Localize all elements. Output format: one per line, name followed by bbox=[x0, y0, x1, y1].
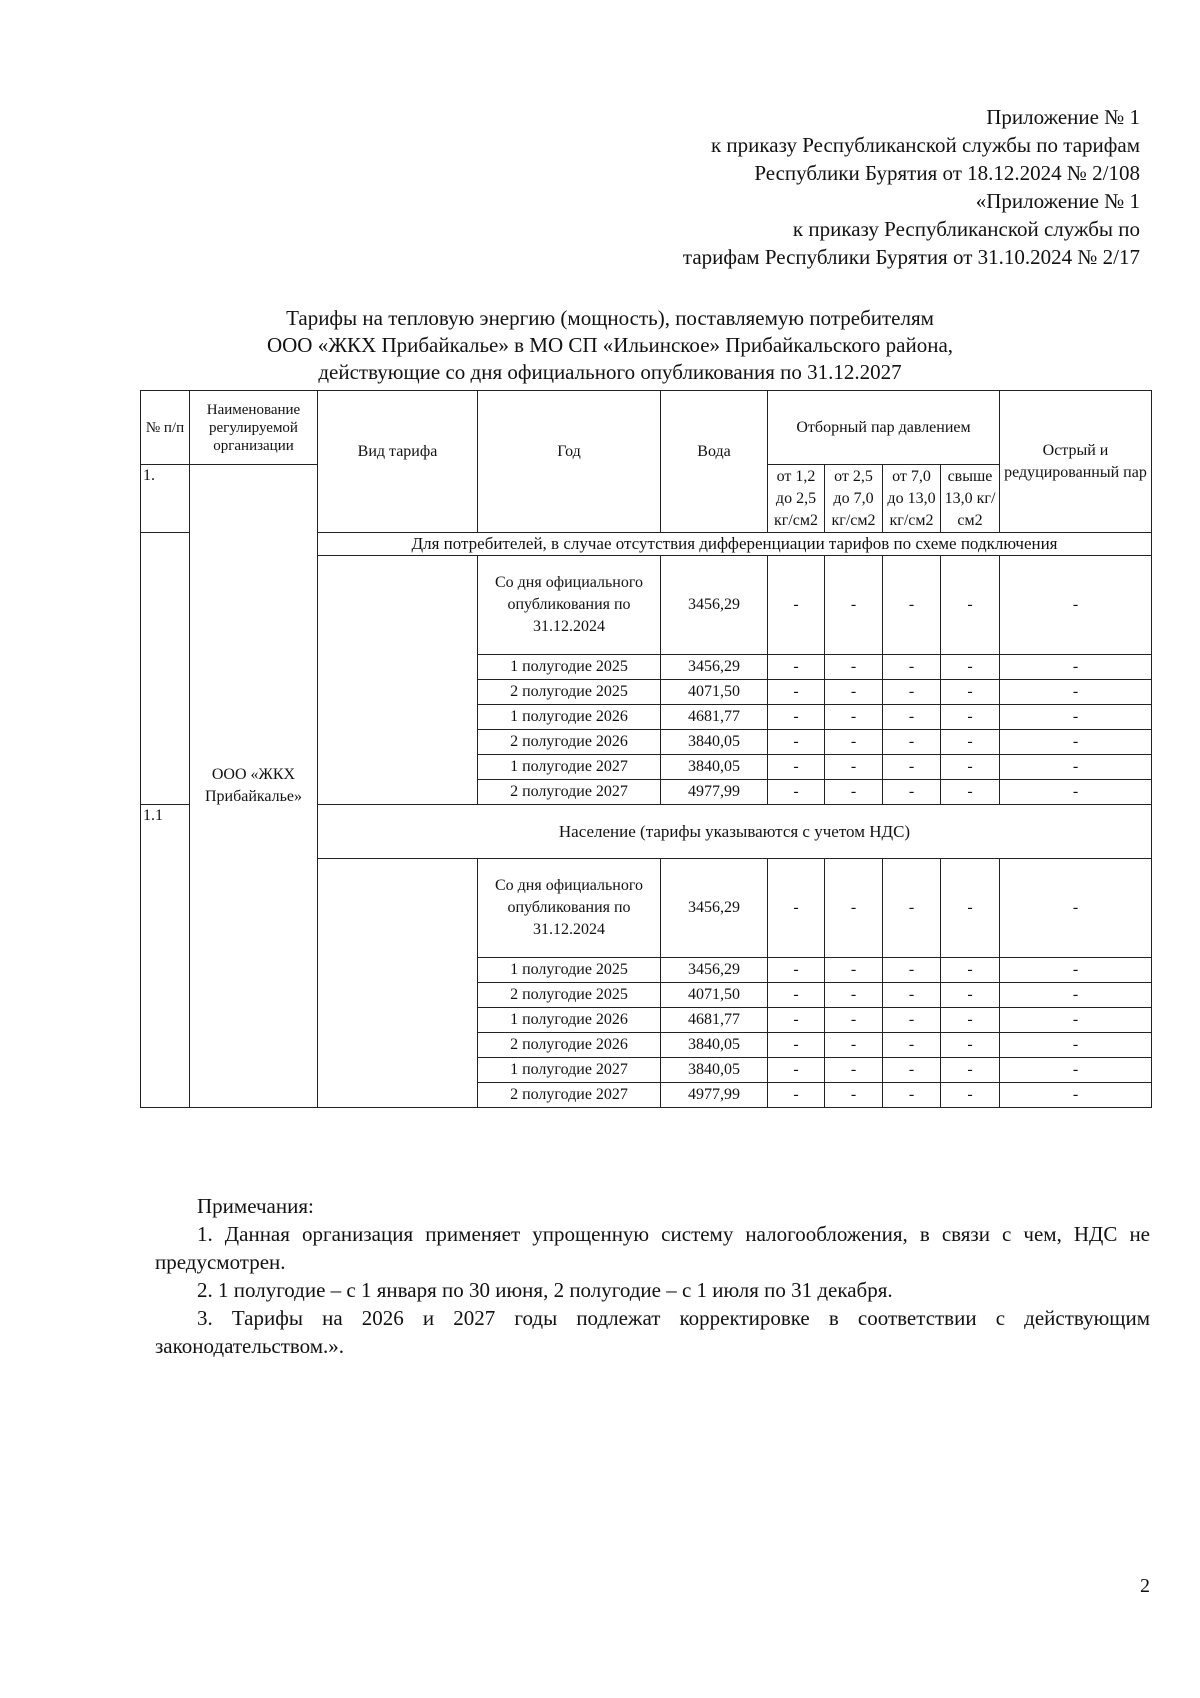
dash-cell: - bbox=[768, 1058, 825, 1083]
header-line: «Приложение № 1 bbox=[975, 189, 1140, 213]
title-line: ООО «ЖКХ Прибайкалье» в МО СП «Ильинское» Прибайкальского района, bbox=[266, 333, 954, 357]
water-value: 3456,29 bbox=[661, 556, 768, 655]
water-value: 3840,05 bbox=[661, 1058, 768, 1083]
dash-cell: - bbox=[883, 958, 941, 983]
dash-cell: - bbox=[1000, 1058, 1152, 1083]
header-pressure-1: от 1,2 до 2,5 кг/см2 bbox=[768, 465, 825, 533]
water-value: 4071,50 bbox=[661, 983, 768, 1008]
dash-cell: - bbox=[941, 983, 1000, 1008]
tariff-type-cell bbox=[318, 556, 478, 805]
dash-cell: - bbox=[768, 556, 825, 655]
dash-cell: - bbox=[883, 655, 941, 680]
dash-cell: - bbox=[825, 730, 883, 755]
dash-cell: - bbox=[825, 983, 883, 1008]
period-cell: 2 полугодие 2026 bbox=[478, 1033, 661, 1058]
note-item: 1. Данная организация применяет упрощенную систему налогообложения, в связи с чем, НДС не предусмотрен. bbox=[155, 1222, 1150, 1274]
dash-cell: - bbox=[941, 655, 1000, 680]
dash-cell: - bbox=[941, 730, 1000, 755]
title-line: Тарифы на тепловую энергию (мощность), поставляемую потребителям bbox=[286, 306, 934, 330]
dash-cell: - bbox=[825, 1033, 883, 1058]
dash-cell: - bbox=[768, 983, 825, 1008]
dash-cell: - bbox=[941, 958, 1000, 983]
dash-cell: - bbox=[883, 1083, 941, 1108]
dash-cell: - bbox=[1000, 655, 1152, 680]
dash-cell: - bbox=[1000, 1083, 1152, 1108]
dash-cell: - bbox=[825, 1083, 883, 1108]
dash-cell: - bbox=[1000, 1033, 1152, 1058]
dash-cell: - bbox=[1000, 1008, 1152, 1033]
dash-cell: - bbox=[768, 958, 825, 983]
dash-cell: - bbox=[941, 1008, 1000, 1033]
dash-cell: - bbox=[1000, 556, 1152, 655]
water-value: 4681,77 bbox=[661, 705, 768, 730]
header-pressure-2: от 2,5 до 7,0 кг/см2 bbox=[825, 465, 883, 533]
water-value: 3456,29 bbox=[661, 859, 768, 958]
dash-cell: - bbox=[883, 680, 941, 705]
dash-cell: - bbox=[768, 1008, 825, 1033]
dash-cell: - bbox=[825, 556, 883, 655]
header-line: к приказу Республиканской службы по bbox=[792, 217, 1140, 241]
period-cell: Со дня официального опубликования по 31.12.2024 bbox=[478, 859, 661, 958]
dash-cell: - bbox=[1000, 755, 1152, 780]
row-number: 1.1 bbox=[141, 805, 190, 1108]
header-line: тарифам Республики Бурятия от 31.10.2024 № 2/17 bbox=[682, 245, 1140, 269]
header-sharp-steam: Острый и редуцированный пар bbox=[1000, 391, 1152, 533]
period-cell: 1 полугодие 2026 bbox=[478, 1008, 661, 1033]
page-number: 2 bbox=[1140, 1575, 1150, 1597]
dash-cell: - bbox=[825, 755, 883, 780]
water-value: 3840,05 bbox=[661, 755, 768, 780]
row-number-empty bbox=[141, 533, 190, 805]
header-tariff-type: Вид тарифа bbox=[318, 391, 478, 533]
dash-cell: - bbox=[883, 705, 941, 730]
document-title bbox=[150, 305, 1070, 386]
water-value: 4977,99 bbox=[661, 780, 768, 805]
period-cell: 2 полугодие 2025 bbox=[478, 680, 661, 705]
period-cell: 1 полугодие 2025 bbox=[478, 958, 661, 983]
dash-cell: - bbox=[1000, 780, 1152, 805]
water-value: 3456,29 bbox=[661, 958, 768, 983]
table-header-row bbox=[141, 391, 1152, 465]
dash-cell: - bbox=[1000, 705, 1152, 730]
tariff-table bbox=[140, 390, 1152, 1108]
water-value: 3456,29 bbox=[661, 655, 768, 680]
header-selected-steam: Отборный пар давлением bbox=[768, 391, 1000, 465]
dash-cell: - bbox=[941, 1083, 1000, 1108]
notes-heading: Примечания: bbox=[197, 1194, 314, 1218]
dash-cell: - bbox=[883, 780, 941, 805]
dash-cell: - bbox=[768, 1083, 825, 1108]
dash-cell: - bbox=[825, 680, 883, 705]
dash-cell: - bbox=[825, 1008, 883, 1033]
dash-cell: - bbox=[941, 705, 1000, 730]
dash-cell: - bbox=[883, 859, 941, 958]
title-line: действующие со дня официального опубликования по 31.12.2027 bbox=[318, 360, 902, 384]
water-value: 3840,05 bbox=[661, 730, 768, 755]
dash-cell: - bbox=[941, 1033, 1000, 1058]
header-year: Год bbox=[478, 391, 661, 533]
dash-cell: - bbox=[1000, 730, 1152, 755]
water-value: 4071,50 bbox=[661, 680, 768, 705]
dash-cell: - bbox=[825, 859, 883, 958]
section-title: Население (тарифы указываются с учетом НДС) bbox=[318, 805, 1152, 859]
dash-cell: - bbox=[1000, 680, 1152, 705]
dash-cell: - bbox=[768, 1033, 825, 1058]
header-num: № п/п bbox=[141, 391, 190, 465]
appendix-header bbox=[420, 103, 1140, 271]
header-organization: Наименование регулируемой организации bbox=[190, 391, 318, 465]
dash-cell: - bbox=[941, 680, 1000, 705]
dash-cell: - bbox=[883, 755, 941, 780]
dash-cell: - bbox=[883, 1008, 941, 1033]
dash-cell: - bbox=[768, 655, 825, 680]
dash-cell: - bbox=[768, 730, 825, 755]
notes-section bbox=[155, 1192, 1150, 1360]
dash-cell: - bbox=[825, 705, 883, 730]
water-value: 4977,99 bbox=[661, 1083, 768, 1108]
dash-cell: - bbox=[883, 556, 941, 655]
header-line: Приложение № 1 bbox=[986, 105, 1140, 129]
period-cell: 2 полугодие 2025 bbox=[478, 983, 661, 1008]
dash-cell: - bbox=[941, 1058, 1000, 1083]
dash-cell: - bbox=[941, 556, 1000, 655]
row-number: 1. bbox=[141, 465, 190, 533]
dash-cell: - bbox=[883, 983, 941, 1008]
period-cell: 2 полугодие 2027 bbox=[478, 780, 661, 805]
period-cell: Со дня официального опубликования по 31.12.2024 bbox=[478, 556, 661, 655]
dash-cell: - bbox=[941, 780, 1000, 805]
dash-cell: - bbox=[1000, 983, 1152, 1008]
note-item: 2. 1 полугодие – с 1 января по 30 июня, 2 полугодие – с 1 июля по 31 декабря. bbox=[197, 1278, 893, 1302]
dash-cell: - bbox=[825, 655, 883, 680]
dash-cell: - bbox=[1000, 859, 1152, 958]
header-water: Вода bbox=[661, 391, 768, 533]
period-cell: 1 полугодие 2027 bbox=[478, 755, 661, 780]
dash-cell: - bbox=[768, 705, 825, 730]
dash-cell: - bbox=[883, 1058, 941, 1083]
tariff-type-cell bbox=[318, 859, 478, 1108]
dash-cell: - bbox=[825, 1058, 883, 1083]
period-cell: 2 полугодие 2027 bbox=[478, 1083, 661, 1108]
water-value: 4681,77 bbox=[661, 1008, 768, 1033]
water-value: 3840,05 bbox=[661, 1033, 768, 1058]
dash-cell: - bbox=[1000, 958, 1152, 983]
dash-cell: - bbox=[825, 780, 883, 805]
note-item: 3. Тарифы на 2026 и 2027 годы подлежат корректировке в соответствии с действующим законодательством.». bbox=[155, 1306, 1150, 1358]
period-cell: 1 полугодие 2027 bbox=[478, 1058, 661, 1083]
header-pressure-4: свыше 13,0 кг/см2 bbox=[941, 465, 1000, 533]
dash-cell: - bbox=[768, 859, 825, 958]
period-cell: 2 полугодие 2026 bbox=[478, 730, 661, 755]
header-pressure-3: от 7,0 до 13,0 кг/см2 bbox=[883, 465, 941, 533]
organization-name: ООО «ЖКХ Прибайкалье» bbox=[190, 465, 318, 1108]
dash-cell: - bbox=[883, 1033, 941, 1058]
header-line: к приказу Республиканской службы по тарифам bbox=[710, 133, 1140, 157]
dash-cell: - bbox=[941, 755, 1000, 780]
period-cell: 1 полугодие 2025 bbox=[478, 655, 661, 680]
dash-cell: - bbox=[883, 730, 941, 755]
dash-cell: - bbox=[768, 755, 825, 780]
dash-cell: - bbox=[768, 780, 825, 805]
dash-cell: - bbox=[941, 859, 1000, 958]
period-cell: 1 полугодие 2026 bbox=[478, 705, 661, 730]
dash-cell: - bbox=[825, 958, 883, 983]
section-title: Для потребителей, в случае отсутствия дифференциации тарифов по схеме подключения bbox=[318, 533, 1152, 556]
header-line: Республики Бурятия от 18.12.2024 № 2/108 bbox=[754, 161, 1140, 185]
dash-cell: - bbox=[768, 680, 825, 705]
